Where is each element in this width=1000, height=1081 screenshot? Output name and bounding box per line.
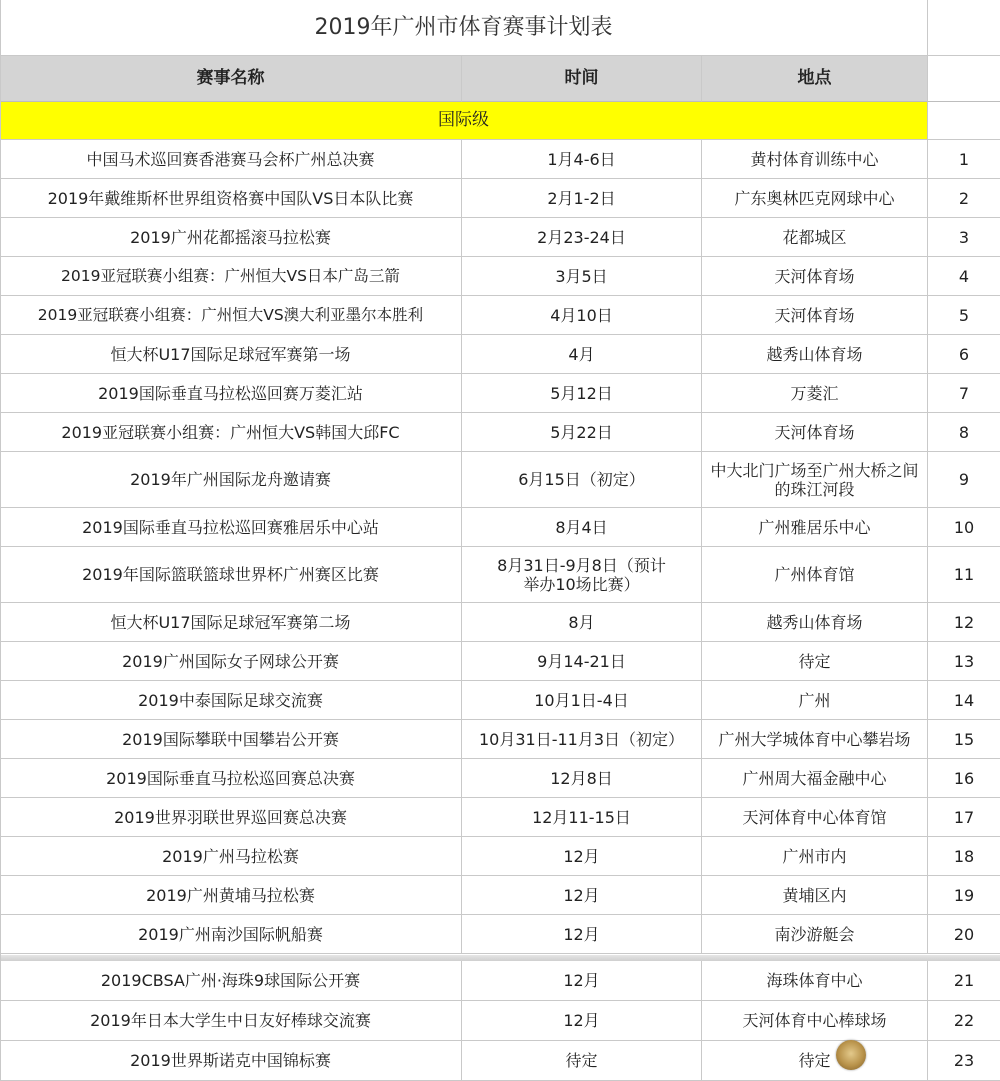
- blank-cell: [928, 56, 1000, 102]
- place-cell: 待定: [702, 642, 928, 681]
- time-cell: 12月: [462, 837, 702, 876]
- place-cell: 花都城区: [702, 218, 928, 257]
- time-cell: 4月: [462, 335, 702, 374]
- table-row: [0, 140, 1000, 179]
- blank-cell: [928, 102, 1000, 140]
- table-row: [0, 961, 1000, 1001]
- place-cell: 广州雅居乐中心: [702, 508, 928, 547]
- event-name-cell: 2019国际垂直马拉松巡回赛总决赛: [0, 759, 462, 798]
- event-name-cell: 2019中泰国际足球交流赛: [0, 681, 462, 720]
- time-cell: 2月1-2日: [462, 179, 702, 218]
- place-cell: 万菱汇: [702, 374, 928, 413]
- table-row: [0, 681, 1000, 720]
- place-cell: 广州体育馆: [702, 547, 928, 603]
- place-cell: 广州大学城体育中心攀岩场: [702, 720, 928, 759]
- table-row: [0, 759, 1000, 798]
- level-label: 国际级: [0, 102, 928, 140]
- time-cell: 10月31日-11月3日（初定）: [462, 720, 702, 759]
- place-cell: 天河体育中心体育馆: [702, 798, 928, 837]
- event-name-cell: 2019广州国际女子网球公开赛: [0, 642, 462, 681]
- time-cell: 12月: [462, 915, 702, 954]
- page-title: 2019年广州市体育赛事计划表: [0, 0, 928, 56]
- row-number-cell: 9: [928, 452, 1000, 508]
- table-row: [0, 179, 1000, 218]
- event-name-cell: 2019世界斯诺克中国锦标赛: [0, 1041, 462, 1081]
- row-number-cell: 15: [928, 720, 1000, 759]
- row-number-cell: 10: [928, 508, 1000, 547]
- table-row: [0, 603, 1000, 642]
- time-cell: 6月15日（初定）: [462, 452, 702, 508]
- time-cell: 5月12日: [462, 374, 702, 413]
- event-name-cell: 2019亚冠联赛小组赛：广州恒大VS澳大利亚墨尔本胜利: [0, 296, 462, 335]
- row-number-cell: 14: [928, 681, 1000, 720]
- row-number-cell: 5: [928, 296, 1000, 335]
- time-cell: 10月1日-4日: [462, 681, 702, 720]
- row-number-cell: 13: [928, 642, 1000, 681]
- event-name-cell: 2019年戴维斯杯世界组资格赛中国队VS日本队比赛: [0, 179, 462, 218]
- time-cell: 3月5日: [462, 257, 702, 296]
- table-row: [0, 296, 1000, 335]
- time-cell: 8月4日: [462, 508, 702, 547]
- place-cell: 天河体育中心棒球场: [702, 1001, 928, 1041]
- place-cell: 越秀山体育场: [702, 335, 928, 374]
- blank-cell: [928, 0, 1000, 56]
- time-cell: 2月23-24日: [462, 218, 702, 257]
- table-row: [0, 720, 1000, 759]
- place-cell: 天河体育场: [702, 296, 928, 335]
- row-number-cell: 19: [928, 876, 1000, 915]
- title-row: [0, 0, 1000, 56]
- event-name-cell: 2019年国际篮联篮球世界杯广州赛区比赛: [0, 547, 462, 603]
- place-cell: 天河体育场: [702, 257, 928, 296]
- header-time: 时间: [462, 56, 702, 102]
- event-name-cell: 2019年广州国际龙舟邀请赛: [0, 452, 462, 508]
- table-row: [0, 335, 1000, 374]
- event-name-cell: 恒大杯U17国际足球冠军赛第二场: [0, 603, 462, 642]
- place-cell: 待定: [702, 1041, 928, 1081]
- table-row: [0, 798, 1000, 837]
- table-row: [0, 547, 1000, 603]
- row-number-cell: 21: [928, 961, 1000, 1001]
- table-row: [0, 257, 1000, 296]
- table-row: [0, 915, 1000, 954]
- table-row: [0, 413, 1000, 452]
- time-cell: 8月: [462, 603, 702, 642]
- place-cell: 中大北门广场至广州大桥之间的珠江河段: [702, 452, 928, 508]
- time-cell: 12月: [462, 876, 702, 915]
- header-row: [0, 56, 1000, 102]
- time-cell: 待定: [462, 1041, 702, 1081]
- table-row: [0, 218, 1000, 257]
- event-name-cell: 2019国际垂直马拉松巡回赛万菱汇站: [0, 374, 462, 413]
- place-cell: 广州周大福金融中心: [702, 759, 928, 798]
- row-number-cell: 18: [928, 837, 1000, 876]
- event-name-cell: 2019国际攀联中国攀岩公开赛: [0, 720, 462, 759]
- table-row: [0, 374, 1000, 413]
- event-name-cell: 2019世界羽联世界巡回赛总决赛: [0, 798, 462, 837]
- row-number-cell: 8: [928, 413, 1000, 452]
- time-cell: 12月: [462, 961, 702, 1001]
- time-cell: 12月8日: [462, 759, 702, 798]
- row-number-cell: 2: [928, 179, 1000, 218]
- row-number-cell: 16: [928, 759, 1000, 798]
- watermark-stamp-icon: [836, 1040, 866, 1070]
- table-row: [0, 508, 1000, 547]
- row-number-cell: 17: [928, 798, 1000, 837]
- event-name-cell: 中国马术巡回赛香港赛马会杯广州总决赛: [0, 140, 462, 179]
- row-number-cell: 3: [928, 218, 1000, 257]
- table-row: [0, 837, 1000, 876]
- row-number-cell: 12: [928, 603, 1000, 642]
- event-name-cell: 2019广州马拉松赛: [0, 837, 462, 876]
- table-row: [0, 876, 1000, 915]
- time-cell: 1月4-6日: [462, 140, 702, 179]
- place-cell: 广州: [702, 681, 928, 720]
- left-border: [0, 0, 1, 1081]
- time-cell: 4月10日: [462, 296, 702, 335]
- time-cell: 8月31日-9月8日（预计举办10场比赛）: [462, 547, 702, 603]
- place-cell: 海珠体育中心: [702, 961, 928, 1001]
- place-cell: 天河体育场: [702, 413, 928, 452]
- event-name-cell: 2019广州黄埔马拉松赛: [0, 876, 462, 915]
- row-number-cell: 11: [928, 547, 1000, 603]
- time-cell: 12月11-15日: [462, 798, 702, 837]
- time-cell: 5月22日: [462, 413, 702, 452]
- row-number-cell: 20: [928, 915, 1000, 954]
- event-name-cell: 2019广州花都摇滚马拉松赛: [0, 218, 462, 257]
- place-cell: 黄村体育训练中心: [702, 140, 928, 179]
- row-number-cell: 7: [928, 374, 1000, 413]
- time-cell: 12月: [462, 1001, 702, 1041]
- table-row: [0, 642, 1000, 681]
- row-number-cell: 22: [928, 1001, 1000, 1041]
- event-name-cell: 2019年日本大学生中日友好棒球交流赛: [0, 1001, 462, 1041]
- event-name-cell: 2019亚冠联赛小组赛：广州恒大VS韩国大邱FC: [0, 413, 462, 452]
- header-place: 地点: [702, 56, 928, 102]
- place-cell: 越秀山体育场: [702, 603, 928, 642]
- level-row: [0, 102, 1000, 140]
- table-row: [0, 1001, 1000, 1041]
- row-number-cell: 23: [928, 1041, 1000, 1081]
- event-name-cell: 2019亚冠联赛小组赛：广州恒大VS日本广岛三箭: [0, 257, 462, 296]
- place-cell: 黄埔区内: [702, 876, 928, 915]
- row-number-cell: 6: [928, 335, 1000, 374]
- table-row: [0, 452, 1000, 508]
- time-cell: 9月14-21日: [462, 642, 702, 681]
- event-name-cell: 2019国际垂直马拉松巡回赛雅居乐中心站: [0, 508, 462, 547]
- event-name-cell: 恒大杯U17国际足球冠军赛第一场: [0, 335, 462, 374]
- place-cell: 广州市内: [702, 837, 928, 876]
- image-seam: [0, 955, 1000, 961]
- place-cell: 南沙游艇会: [702, 915, 928, 954]
- place-cell: 广东奥林匹克网球中心: [702, 179, 928, 218]
- header-event-name: 赛事名称: [0, 56, 462, 102]
- event-name-cell: 2019广州南沙国际帆船赛: [0, 915, 462, 954]
- row-number-cell: 1: [928, 140, 1000, 179]
- row-number-cell: 4: [928, 257, 1000, 296]
- event-name-cell: 2019CBSA广州·海珠9球国际公开赛: [0, 961, 462, 1001]
